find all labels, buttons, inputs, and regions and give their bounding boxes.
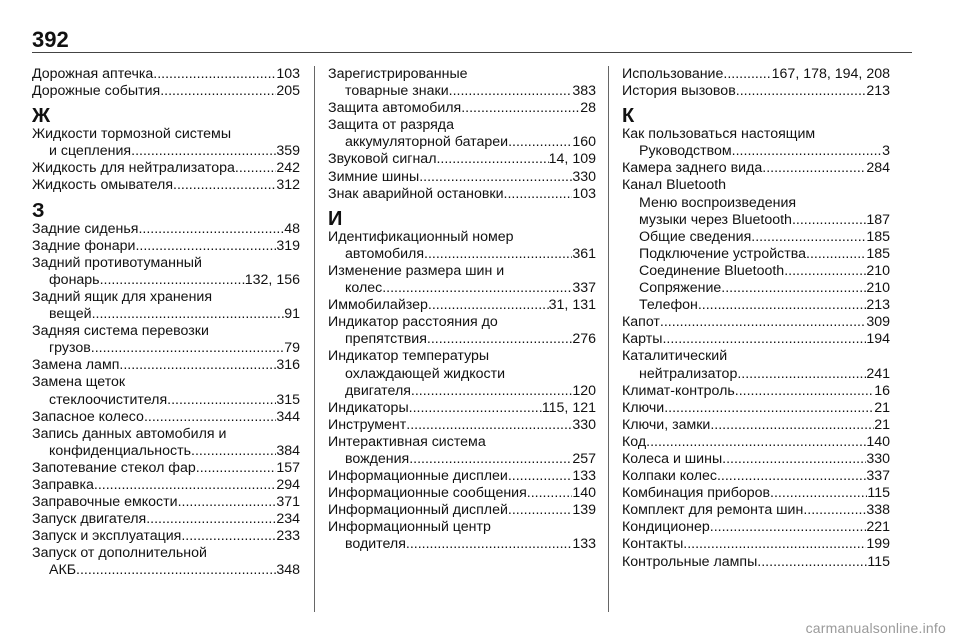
page-reference: 309 xyxy=(866,314,890,331)
index-entry xyxy=(32,255,300,289)
dot-leader xyxy=(153,66,276,83)
index-entry xyxy=(622,195,890,229)
index-letter-heading: Ж xyxy=(32,105,51,128)
index-entry xyxy=(622,160,890,177)
index-term: История вызовов xyxy=(622,83,736,100)
page-reference: 16 xyxy=(874,382,890,399)
index-term: Телефон xyxy=(639,297,698,314)
index-entry xyxy=(622,502,890,519)
dot-leader xyxy=(135,238,276,255)
index-entry xyxy=(32,545,300,579)
index-term: Знак аварийной остановки xyxy=(328,185,504,202)
index-term: Заправка xyxy=(32,476,94,493)
index-entry xyxy=(32,126,300,160)
dot-leader xyxy=(419,169,572,186)
index-entry xyxy=(328,169,596,186)
index-entry xyxy=(622,536,890,553)
column-divider xyxy=(608,66,609,612)
index-entry xyxy=(622,554,890,571)
index-entry xyxy=(328,229,596,263)
index-term: аккумуляторной батареи xyxy=(345,134,509,151)
page-number: 392 xyxy=(32,27,69,52)
page-reference: 348 xyxy=(276,562,300,579)
page-reference: 205 xyxy=(276,83,300,100)
index-entry xyxy=(622,434,890,451)
page-reference: 160 xyxy=(572,134,596,151)
index-entry xyxy=(622,263,890,280)
index-term: Контрольные лампы xyxy=(622,553,758,570)
page-reference: 234 xyxy=(276,511,300,528)
dot-leader xyxy=(119,357,276,374)
page-reference: 157 xyxy=(276,459,300,476)
dot-leader xyxy=(196,460,277,477)
index-term: Камера заднего вида xyxy=(622,160,763,177)
index-term: Запись данных автомобиля и xyxy=(32,425,227,442)
index-entry xyxy=(328,502,596,519)
page-reference: 276 xyxy=(572,331,596,348)
dot-leader xyxy=(160,83,276,100)
index-entry xyxy=(32,221,300,238)
index-term: Информационные сообщения xyxy=(328,485,527,502)
index-entry xyxy=(622,485,890,502)
index-entry xyxy=(622,246,890,263)
index-term: Задние сиденья xyxy=(32,220,139,237)
index-entry xyxy=(328,400,596,417)
dot-leader xyxy=(683,536,866,553)
index-term: Канал Bluetooth xyxy=(622,177,727,194)
page-reference: 120 xyxy=(572,382,596,399)
index-term: Дорожные события xyxy=(32,83,161,100)
dot-leader xyxy=(178,494,277,511)
dot-leader xyxy=(646,434,866,451)
page-reference: 140 xyxy=(572,485,596,502)
index-entry xyxy=(32,323,300,357)
index-entry xyxy=(328,468,596,485)
index-term: Подключение устройства xyxy=(639,245,806,262)
index-entry xyxy=(622,314,890,331)
index-entry xyxy=(32,460,300,477)
index-term: Ключи xyxy=(622,399,665,416)
index-entry xyxy=(32,426,300,460)
index-term: водителя xyxy=(345,536,406,553)
index-term: товарные знаки xyxy=(345,83,449,100)
dot-leader xyxy=(449,83,573,100)
page-reference: 316 xyxy=(276,357,300,374)
page-reference: 210 xyxy=(866,280,890,297)
index-entry xyxy=(622,451,890,468)
index-entry xyxy=(622,468,890,485)
page-reference: 133 xyxy=(572,468,596,485)
index-term: автомобиля xyxy=(345,245,425,262)
dot-leader xyxy=(76,562,276,579)
dot-leader xyxy=(461,100,580,117)
index-term: Защита от разряда xyxy=(328,117,454,134)
dot-leader xyxy=(91,340,284,357)
dot-leader xyxy=(382,280,572,297)
index-entry xyxy=(622,66,890,83)
index-term: Индикаторы xyxy=(328,399,409,416)
page-reference: 257 xyxy=(572,450,596,467)
index-term: фонарь xyxy=(49,271,100,288)
index-entry xyxy=(328,348,596,399)
page-reference: 330 xyxy=(866,450,890,467)
index-term: Зарегистрированные xyxy=(328,66,468,82)
page-reference: 14, 109 xyxy=(548,151,596,168)
page-reference: 103 xyxy=(572,185,596,202)
index-entry xyxy=(328,485,596,502)
dot-leader xyxy=(235,160,276,177)
page-reference: 48 xyxy=(284,220,300,237)
index-term: нейтрализатор xyxy=(639,365,738,382)
index-term: Идентификационный номер xyxy=(328,228,514,245)
index-term: Климат-контроль xyxy=(622,382,735,399)
index-term: Кондиционер xyxy=(622,519,710,536)
dot-leader xyxy=(181,528,276,545)
index-column-1 xyxy=(32,66,300,580)
index-term: Задняя система перевозки xyxy=(32,323,209,340)
index-term: Замена щеток xyxy=(32,374,126,391)
dot-leader xyxy=(409,400,542,417)
index-entry xyxy=(622,383,890,400)
dot-leader xyxy=(424,246,572,263)
index-term: Каталитический xyxy=(622,348,728,365)
header-rule xyxy=(32,52,912,53)
page-reference: 133 xyxy=(572,536,596,553)
dot-leader xyxy=(662,331,866,348)
dot-leader xyxy=(803,502,866,519)
page-reference: 371 xyxy=(276,494,300,511)
page-reference: 21 xyxy=(874,399,890,416)
page-reference: 139 xyxy=(572,502,596,519)
dot-leader xyxy=(131,143,276,160)
page-reference: 213 xyxy=(866,297,890,314)
index-term: Иммобилайзер xyxy=(328,297,428,314)
dot-leader xyxy=(92,306,285,323)
index-term: Задний ящик для хранения xyxy=(32,288,213,305)
index-entry xyxy=(622,297,890,314)
index-term: Задний противотуманный xyxy=(32,254,202,271)
index-term: Общие сведения xyxy=(639,228,752,245)
index-term: Задние фонари xyxy=(32,237,136,254)
page-reference: 199 xyxy=(866,536,890,553)
page-reference: 344 xyxy=(276,408,300,425)
dot-leader xyxy=(436,151,548,168)
index-term: Звуковой сигнал xyxy=(328,151,437,168)
index-term: Изменение размера шин и xyxy=(328,262,505,279)
index-term: Соединение Bluetooth xyxy=(639,262,785,279)
index-term: Инструмент xyxy=(328,416,407,433)
index-term: музыки через Bluetooth xyxy=(639,211,792,228)
dot-leader xyxy=(806,246,866,263)
index-term: колес xyxy=(345,280,383,297)
dot-leader xyxy=(428,297,549,314)
page-reference: 187 xyxy=(866,211,890,228)
dot-leader xyxy=(710,417,874,434)
page-reference: 28 xyxy=(580,100,596,117)
dot-leader xyxy=(173,177,276,194)
page-reference: 115 xyxy=(867,553,890,570)
index-term: Индикатор температуры xyxy=(328,348,490,365)
page-reference: 210 xyxy=(866,262,890,279)
index-term: вождения xyxy=(345,450,410,467)
index-entry xyxy=(32,289,300,323)
page-reference: 359 xyxy=(276,143,300,160)
dot-leader xyxy=(660,314,866,331)
page-reference: 384 xyxy=(276,442,300,459)
index-entry xyxy=(32,374,300,408)
index-entry xyxy=(328,314,596,348)
index-term: Информационный дисплей xyxy=(328,502,508,519)
index-entry xyxy=(32,528,300,545)
page-reference: 361 xyxy=(572,245,596,262)
page-reference: 242 xyxy=(276,160,300,177)
index-term: Информационный центр xyxy=(328,519,491,536)
index-entry xyxy=(328,100,596,117)
index-term: Интерактивная система xyxy=(328,433,486,450)
index-term: Жидкость омывателя xyxy=(32,177,174,194)
page-reference: 294 xyxy=(276,476,300,493)
index-entry xyxy=(328,417,596,434)
dot-leader xyxy=(722,451,866,468)
dot-leader xyxy=(138,221,284,238)
page-reference: 330 xyxy=(572,416,596,433)
index-letter-heading: И xyxy=(328,207,343,230)
dot-leader xyxy=(757,554,867,571)
page-reference: 221 xyxy=(866,519,890,536)
index-entry xyxy=(622,348,890,382)
index-term: Запуск двигателя xyxy=(32,511,147,528)
dot-leader xyxy=(698,297,866,314)
page-reference: 241 xyxy=(866,365,890,382)
index-term: Заправочные емкости xyxy=(32,494,178,511)
dot-leader xyxy=(664,400,874,417)
index-entry xyxy=(622,417,890,434)
index-term: Контакты xyxy=(622,536,684,553)
index-term: Сопряжение xyxy=(639,280,722,297)
index-term: Жидкость для нейтрализатора xyxy=(32,160,235,177)
index-term: Руководством xyxy=(639,143,732,160)
page-reference: 132, 156 xyxy=(244,271,300,288)
page-reference: 330 xyxy=(572,168,596,185)
index-term: Меню воспроизведения xyxy=(639,194,797,211)
index-entry xyxy=(328,117,596,151)
index-term: Колпаки колес xyxy=(622,468,717,485)
dot-leader xyxy=(100,272,245,289)
page-reference: 31, 131 xyxy=(548,297,596,314)
dot-leader xyxy=(717,468,866,485)
page-reference: 21 xyxy=(874,416,890,433)
dot-leader xyxy=(735,383,874,400)
index-entry xyxy=(32,83,300,100)
dot-leader xyxy=(508,134,572,151)
index-entry xyxy=(328,519,596,553)
index-column-2 xyxy=(328,66,596,554)
index-entry xyxy=(32,66,300,83)
index-entry xyxy=(32,409,300,426)
watermark: carmanualsonline.info xyxy=(805,620,946,636)
column-divider xyxy=(314,66,315,612)
dot-leader xyxy=(721,280,866,297)
index-entry xyxy=(328,186,596,203)
dot-leader xyxy=(762,160,866,177)
page-reference: 194 xyxy=(866,331,890,348)
dot-leader xyxy=(732,143,882,160)
index-entry xyxy=(622,280,890,297)
index-term: Дорожная аптечка xyxy=(32,66,154,82)
index-term: стеклоочистителя xyxy=(49,391,168,408)
page-reference: 315 xyxy=(276,391,300,408)
index-term: Код xyxy=(622,433,647,450)
dot-leader xyxy=(411,383,572,400)
dot-leader xyxy=(527,485,573,502)
dot-leader xyxy=(770,485,867,502)
page-reference: 284 xyxy=(866,160,890,177)
dot-leader xyxy=(504,186,573,203)
page-reference: 319 xyxy=(276,237,300,254)
index-term: Карты xyxy=(622,331,663,348)
index-column-3 xyxy=(622,66,890,571)
dot-leader xyxy=(144,409,276,426)
index-entry xyxy=(328,434,596,468)
index-entry xyxy=(32,177,300,194)
page-reference: 91 xyxy=(284,306,300,323)
page-reference: 338 xyxy=(866,502,890,519)
index-entry xyxy=(622,126,890,160)
dot-leader xyxy=(427,331,572,348)
index-term: конфиденциальность xyxy=(49,442,192,459)
dot-leader xyxy=(710,519,867,536)
index-entry xyxy=(32,357,300,374)
index-term: Замена ламп xyxy=(32,357,120,374)
page-reference: 337 xyxy=(866,468,890,485)
index-entry xyxy=(622,229,890,246)
index-term: Запуск от дополнительной xyxy=(32,545,207,562)
dot-leader xyxy=(751,229,866,246)
index-entry xyxy=(622,177,890,194)
index-term: Запуск и эксплуатация xyxy=(32,528,182,545)
index-term: Капот xyxy=(622,314,660,331)
index-entry xyxy=(328,66,596,100)
dot-leader xyxy=(406,536,572,553)
index-term: Комбинация приборов xyxy=(622,485,771,502)
dot-leader xyxy=(792,212,866,229)
index-term: охлаждающей жидкости xyxy=(345,365,506,382)
dot-leader xyxy=(508,502,572,519)
index-term: Ключи, замки xyxy=(622,416,711,433)
index-entry xyxy=(32,511,300,528)
index-term: Запотевание стекол фар xyxy=(32,459,196,476)
dot-leader xyxy=(409,451,572,468)
index-term: грузов xyxy=(49,340,91,357)
page-reference: 115, 121 xyxy=(541,399,596,416)
index-term: Колеса и шины xyxy=(622,450,723,467)
index-term: Зимние шины xyxy=(328,168,420,185)
index-entry xyxy=(622,400,890,417)
index-term: Запасное колесо xyxy=(32,408,144,425)
page-reference: 312 xyxy=(276,177,300,194)
page-reference: 337 xyxy=(572,280,596,297)
page-reference: 3 xyxy=(882,143,890,160)
index-term: препятствия xyxy=(345,331,427,348)
index-entry xyxy=(328,297,596,314)
index-entry xyxy=(622,519,890,536)
index-term: и сцепления xyxy=(49,143,132,160)
page-reference: 140 xyxy=(866,433,890,450)
index-entry xyxy=(32,477,300,494)
dot-leader xyxy=(723,66,771,83)
index-term: Использование xyxy=(622,66,724,82)
index-term: вещей xyxy=(49,306,92,323)
dot-leader xyxy=(737,366,866,383)
index-entry xyxy=(622,83,890,100)
page-reference: 103 xyxy=(276,66,300,82)
index-term: Комплект для ремонта шин xyxy=(622,502,804,519)
index-term: Как пользоваться настоящим xyxy=(622,126,816,143)
dot-leader xyxy=(146,511,276,528)
index-term: Защита автомобиля xyxy=(328,100,462,117)
dot-leader xyxy=(167,392,276,409)
dot-leader xyxy=(784,263,866,280)
page-reference: 185 xyxy=(866,228,890,245)
dot-leader xyxy=(94,477,276,494)
index-entry xyxy=(622,331,890,348)
index-entry xyxy=(328,263,596,297)
index-term: Информационные дисплеи xyxy=(328,468,508,485)
index-letter-heading: К xyxy=(622,105,635,128)
index-entry xyxy=(32,238,300,255)
page-reference: 185 xyxy=(866,245,890,262)
page-reference: 115 xyxy=(867,485,890,502)
dot-leader xyxy=(191,443,276,460)
dot-leader xyxy=(406,417,572,434)
index-letter-heading: З xyxy=(32,199,45,222)
index-term: АКБ xyxy=(49,562,77,579)
page-reference: 383 xyxy=(572,83,596,100)
page-reference: 233 xyxy=(276,528,300,545)
index-term: Индикатор расстояния до xyxy=(328,314,498,331)
page-reference: 79 xyxy=(284,340,300,357)
index-entry xyxy=(328,151,596,168)
index-term: двигателя xyxy=(345,382,411,399)
dot-leader xyxy=(736,83,867,100)
index-entry xyxy=(32,160,300,177)
dot-leader xyxy=(508,468,572,485)
page-reference: 167, 178, 194, 208 xyxy=(771,66,890,82)
index-term: Жидкости тормозной системы xyxy=(32,126,232,143)
page-reference: 213 xyxy=(866,83,890,100)
index-entry xyxy=(32,494,300,511)
